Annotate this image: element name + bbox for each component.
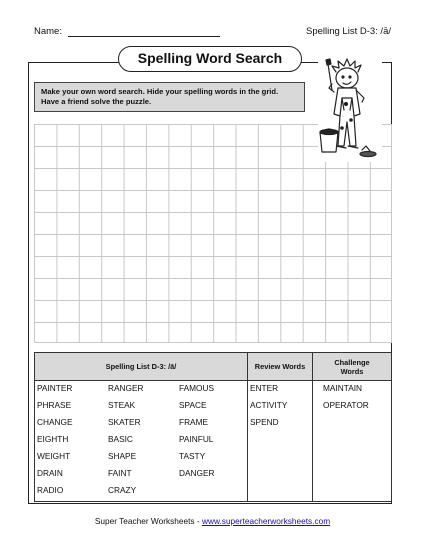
spelling-word: SPACE [179, 400, 207, 410]
spelling-word: PAINFUL [179, 434, 214, 444]
review-word: ENTER [250, 383, 279, 393]
review-word: SPEND [250, 417, 279, 427]
spelling-word: FRAME [179, 417, 209, 427]
footer [0, 516, 425, 526]
footer-link[interactable]: www.superteacherworksheets.com [201, 516, 331, 526]
challenge-word: OPERATOR [323, 400, 369, 410]
header-spelling-list: Spelling List D-3: /ā/ [105, 362, 177, 371]
review-word: ACTIVITY [250, 400, 288, 410]
spelling-word: PAINTER [37, 383, 73, 393]
spelling-word: DRAIN [37, 468, 63, 478]
instructions-box: Make your own word search. Hide your spelling words in the grid. Have a friend solve the puzzle. [34, 82, 305, 112]
page-title: Spelling Word Search [118, 46, 302, 72]
challenge-word: MAINTAIN [323, 383, 363, 393]
spelling-word: PHRASE [37, 400, 72, 410]
list-tag: Spelling List D-3: /ā/ [305, 26, 391, 37]
spelling-word: TASTY [179, 451, 206, 461]
spelling-word: BASIC [108, 434, 133, 444]
spelling-word: CRAZY [108, 485, 137, 495]
spelling-word: RANGER [108, 383, 144, 393]
spelling-word: DANGER [179, 468, 215, 478]
spelling-word: SKATER [108, 417, 141, 427]
name-label: Name: [34, 26, 62, 37]
table-header [35, 353, 391, 381]
column-divider [312, 353, 313, 501]
header-challenge-words: Challenge Words [334, 357, 370, 376]
spelling-word: SHAPE [108, 451, 137, 461]
spelling-word: STEAK [108, 400, 136, 410]
column-divider [247, 353, 248, 501]
name-field [34, 26, 220, 37]
spelling-word: EIGHTH [37, 434, 69, 444]
spelling-word: RADIO [37, 485, 64, 495]
spelling-word: FAMOUS [179, 383, 215, 393]
word-list-table [34, 352, 392, 502]
spelling-word: WEIGHT [37, 451, 71, 461]
spelling-word: CHANGE [37, 417, 73, 427]
header-review-words: Review Words [254, 362, 306, 371]
painter-illustration [318, 58, 382, 162]
painter-boy-icon [318, 58, 382, 162]
footer-text: Super Teacher Worksheets - [94, 516, 202, 526]
spelling-word: FAINT [108, 468, 132, 478]
name-line[interactable] [68, 26, 220, 37]
